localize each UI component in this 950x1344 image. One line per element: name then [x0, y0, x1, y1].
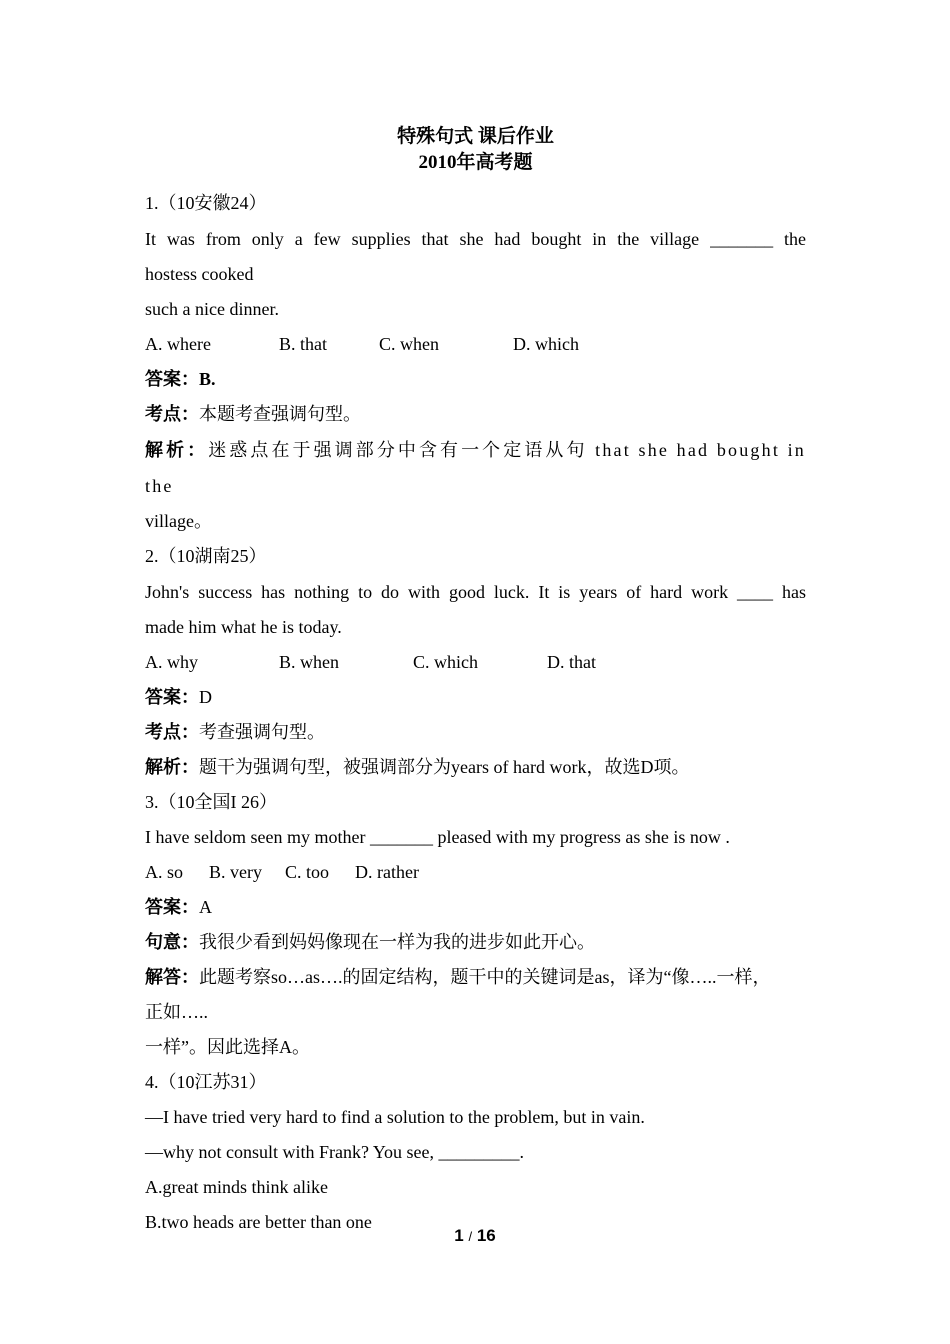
option-a: A. so: [145, 862, 184, 882]
question-2-number: 2.（10湖南25）: [145, 546, 267, 566]
meaning-text: 我很少看到妈妈像现在一样为我的进步如此开心。: [199, 932, 595, 952]
analysis-label: 解析：: [145, 440, 209, 460]
option-d: D. rather: [355, 862, 419, 882]
page-current: 1: [454, 1226, 464, 1245]
page-number: [0, 1226, 950, 1246]
question-3-answer: [145, 890, 806, 925]
question-2-stem-line-1: John's success has nothing to do with good luck. It is years of hard work ____ has: [145, 582, 806, 602]
question-1-stem-line-1: It was from only a few supplies that she had bought in the village _______ the: [145, 229, 806, 249]
option-a: A. why: [145, 652, 198, 672]
point-label: 考点：: [145, 404, 199, 424]
question-3-analysis-line-1: [145, 960, 806, 995]
option-c: C. too: [285, 862, 330, 882]
option-b: B. that: [279, 334, 327, 354]
answer-label: 答案：: [145, 897, 199, 917]
question-2-point: [145, 715, 806, 750]
document-title: 特殊句式 课后作业: [397, 126, 554, 147]
option-a: A. where: [145, 334, 211, 354]
point-value: 本题考查强调句型。: [199, 404, 361, 424]
question-4-dialog-line-1: —I have tried very hard to find a solution to the problem, but in vain.: [145, 1107, 645, 1127]
question-1-answer: [145, 362, 806, 397]
question-1-options: [145, 327, 806, 362]
answer-value: A: [199, 897, 212, 917]
option-d: D. that: [547, 652, 596, 672]
point-value: 考查强调句型。: [199, 722, 325, 742]
question-2-options: [145, 645, 806, 680]
answer-value: B.: [199, 369, 216, 389]
analysis-text: 迷惑点在于强调部分中含有一个定语从句 that she had bought in the: [145, 440, 806, 496]
document-body: [145, 124, 806, 1240]
question-3-meaning: [145, 925, 806, 960]
answer-value: D: [199, 687, 212, 707]
option-c: C. when: [379, 334, 439, 354]
question-3-analysis-line-2: 正如…..: [145, 1002, 208, 1022]
question-4-number: 4.（10江苏31）: [145, 1072, 267, 1092]
analysis-label: 解析：: [145, 757, 199, 777]
analysis-text: 此题考察so…as….的固定结构，题干中的关键词是as，译为“像…..一样，: [199, 967, 771, 987]
question-4-option-b: B.two heads are better than one: [145, 1212, 372, 1232]
option-c: C. which: [413, 652, 478, 672]
question-1-stem-line-2: hostess cooked: [145, 264, 254, 284]
question-1-analysis-line-2: village。: [145, 511, 212, 531]
question-1-analysis-line-1: [145, 432, 806, 504]
page-separator: /: [468, 1229, 473, 1244]
question-1-stem-line-3: such a nice dinner.: [145, 299, 279, 319]
question-4-dialog-line-2: —why not consult with Frank? You see, _________.: [145, 1142, 524, 1162]
answer-label: 答案：: [145, 687, 199, 707]
option-b: B. when: [279, 652, 339, 672]
option-d: D. which: [513, 334, 579, 354]
page-total: 16: [476, 1226, 496, 1245]
question-1-point: [145, 397, 806, 432]
question-2-answer: [145, 680, 806, 715]
point-label: 考点：: [145, 722, 199, 742]
analysis-label: 解答：: [145, 967, 199, 987]
question-3-options: [145, 855, 806, 890]
answer-label: 答案：: [145, 369, 199, 389]
question-2-analysis: [145, 750, 806, 785]
question-4-option-a: A.great minds think alike: [145, 1177, 328, 1197]
question-2-stem-line-2: made him what he is today.: [145, 617, 342, 637]
question-1-number: 1.（10安徽24）: [145, 193, 267, 213]
question-3-stem: I have seldom seen my mother _______ pleased with my progress as she is now .: [145, 827, 730, 847]
analysis-text: 题干为强调句型，被强调部分为years of hard work，故选D项。: [199, 757, 690, 777]
question-3-number: 3.（10全国I 26）: [145, 792, 277, 812]
meaning-label: 句意：: [145, 932, 199, 952]
question-3-analysis-line-3: 一样”。因此选择A。: [145, 1037, 310, 1057]
option-b: B. very: [209, 862, 262, 882]
document-subtitle: 2010年高考题: [418, 152, 533, 173]
